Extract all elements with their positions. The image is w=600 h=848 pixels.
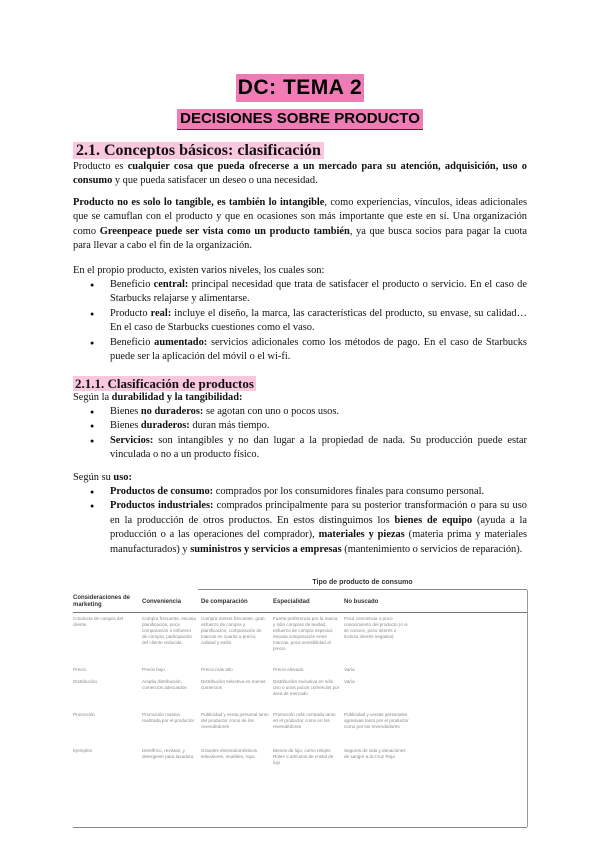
divider [73, 827, 527, 828]
row-label: Promoción [73, 712, 95, 717]
list-item: ● Productos de consumo: comprados por los consumidores finales para consumo personal. [73, 485, 527, 499]
table-cell: Precio más alto [201, 667, 233, 672]
table-cell: Precio elevado [273, 667, 304, 672]
use-intro: Según su uso: [73, 472, 132, 483]
use-list [73, 485, 527, 557]
table-cell: Bienes de lujo, como relojes Rolex o artículos de cristal de lujo [273, 748, 334, 765]
document-subtitle: DECISIONES SOBRE PRODUCTO [0, 109, 600, 130]
row-label: Distribución [73, 679, 97, 684]
list-item: ● Servicios: son intangibles y no dan lugar a la propiedad de nada. Su producción puede estar vinculada o no a un producto físico. [73, 434, 527, 463]
column-header: De comparación [201, 599, 248, 605]
column-header: Especialidad [273, 599, 310, 605]
table-cell: Publicidad y venta personal tanto del productor como de los revendedores [201, 712, 269, 729]
table-cell: Varía [344, 679, 355, 684]
table-cell: Dentífrico, revistas, y detergente para lavadora [142, 748, 194, 759]
table-cell: Compra menos frecuente, gran esfuerzo de compra y planificación, comparación de marcas en cuanto a precio, calidad y estilo [201, 616, 265, 645]
table-cell: Seguros de vida y donaciones de sangre a la Cruz Roja [344, 748, 406, 759]
list-item: ● Bienes duraderos: duran más tiempo. [73, 419, 527, 433]
divider [527, 590, 528, 827]
column-header: No buscado [344, 599, 379, 605]
row-label: Precio [73, 667, 87, 672]
divider [198, 589, 527, 590]
list-item: ● Productos industriales: comprados principalmente para su posterior transformación o para su uso en la producción de otros productos. En estos distinguimos los bienes de equipo (ayuda a la producción o a las operaciones del comprador), materiales y piezas (materia prima y materiales manufacturados) y suministros y servicios a empresas (mantenimiento o servicios de reparación). [73, 499, 527, 557]
list-item: ● Producto real: incluye el diseño, la marca, las características del producto, su envase, su calidad… En el caso de Starbucks cuestiones como el vaso. [73, 307, 527, 336]
document-title: DC: TEMA 2 [0, 74, 600, 102]
table-cell: Publicidad y ventas personales agresivas tanto por el productor como por los revendedores [344, 712, 409, 729]
table-cell: Amplia distribución, comercios adecuados [142, 679, 187, 690]
table-cell: Distribución selectiva en menos comercios [201, 679, 266, 690]
row-label: Conducta de compra del cliente [73, 616, 124, 627]
list-item: ● Beneficio central: principal necesidad que trata de satisfacer el producto o servicio. En el caso de Starbucks relajarse y alimentarse. [73, 278, 527, 307]
table-corner-header: Consideraciones de marketing [73, 595, 131, 608]
consumer-products-table [73, 576, 527, 832]
levels-intro: En el propio producto, existen varios niveles, los cuales son: [73, 265, 325, 276]
table-cell: Precio bajo [142, 667, 165, 672]
product-definition-paragraph: Producto es cualquier cosa que pueda ofrecerse a un mercado para su atención, adquisición, uso o consumo y que pueda satisfacer un deseo o una necesidad. [73, 161, 528, 187]
intangible-paragraph: Producto no es solo lo tangible, es también lo intangible, como experiencias, vínculos, ideas adicionales que se camuflan con el producto y que en ocasiones son más importante que este en sí. Una organización como Greenpeace puede ser vista como un producto también, ya que busca socios para pagar la cuota para llevar a cabo el fin de la organización. [73, 197, 527, 252]
row-label: Ejemplos [73, 748, 92, 753]
durability-intro: Según la durabilidad y la tangibilidad: [73, 392, 243, 403]
table-cell: Varía [344, 667, 355, 672]
section-heading: 2.1. Conceptos básicos: clasificación [73, 141, 324, 161]
table-cell: Promoción más centrada tanto en el productor como en los revendedores [273, 712, 336, 729]
list-item: ● Beneficio aumentado: servicios adicionales como los métodos de pago. En el caso de Starbucks puede ser la aplicación del móvil o el wi-fi. [73, 336, 527, 365]
list-item: ● Bienes no duraderos: se agotan con uno o pocos usos. [73, 405, 527, 419]
product-levels-list [73, 278, 527, 364]
table-cell: Poca conciencia o poco conocimiento del producto (o si se conoce, poco interés o incluso interés negativo) [344, 616, 408, 639]
table-cell: Grandes electrodomésticos, televisores, muebles, ropa [201, 748, 259, 759]
durability-list [73, 405, 527, 463]
table-cell: Distribución exclusiva en sólo uno o unos pocos comercios por área de mercado [273, 679, 340, 696]
divider [73, 612, 527, 613]
table-caption: Tipo de producto de consumo [312, 579, 413, 586]
table-cell: Fuerte preferencia por la marca y sólo compras de lealtad, esfuerzo de compra especial, escasa comparación entre marcas, poca sensibilidad al precio [273, 616, 338, 651]
subsection-heading: 2.1.1. Clasificación de productos [75, 376, 254, 391]
table-cell: Promoción masiva realizada por el productor [142, 712, 195, 723]
table-cell: Compra frecuente, escasa planificación, poca comparación o esfuerzo de compra, participación del cliente reducida [142, 616, 196, 645]
column-header: Conveniencia [142, 599, 182, 605]
